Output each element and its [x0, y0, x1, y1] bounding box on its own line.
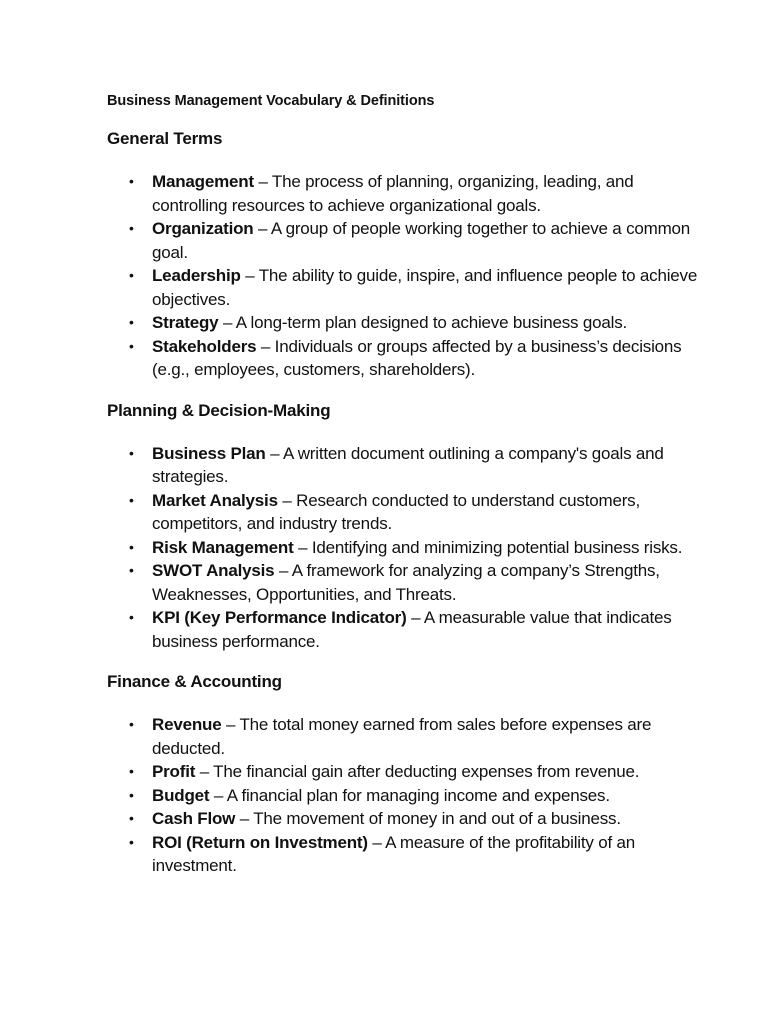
list-item [107, 606, 707, 653]
term: Business Plan [152, 443, 266, 463]
definition: – Research conducted to understand customers, competitors, and industry trends. [152, 490, 641, 533]
list-item [107, 264, 707, 311]
bullet-icon: • [129, 562, 134, 578]
list-item [107, 807, 707, 831]
bullet-icon: • [129, 763, 134, 779]
term: KPI (Key Performance Indicator) [152, 608, 407, 627]
term-list-planning [107, 442, 707, 654]
list-item [107, 713, 707, 760]
list-item [107, 311, 707, 335]
section-heading-planning: Planning & Decision-Making [107, 400, 331, 420]
definition: – A written document outlining a company's goals and strategies. [152, 443, 664, 486]
definition: – A measurable value that indicates business performance. [152, 608, 672, 651]
document-title: Business Management Vocabulary & Definitions [107, 93, 435, 109]
bullet-icon: • [129, 173, 134, 189]
term: ROI (Return on Investment) [152, 832, 368, 852]
section-heading-general-terms: General Terms [107, 129, 223, 148]
term: Profit [152, 762, 196, 781]
term: Strategy [152, 313, 219, 332]
bullet-icon: • [129, 220, 134, 236]
term: Leadership [152, 266, 241, 285]
term: Cash Flow [152, 809, 236, 828]
definition: – The total money earned from sales before expenses are deducted. [152, 715, 652, 758]
definition: – The movement of money in and out of a business. [235, 809, 621, 828]
list-item [107, 217, 707, 264]
list-item [107, 442, 707, 489]
definition: – A measure of the profitability of an investment. [152, 832, 636, 875]
list-item [107, 170, 707, 217]
definition: – A group of people working together to achieve a common goal. [152, 219, 691, 262]
term: Management [152, 172, 254, 191]
term: Organization [152, 219, 254, 238]
term: Revenue [152, 715, 222, 734]
document-page [107, 92, 707, 896]
bullet-icon: • [129, 314, 134, 330]
list-item [107, 536, 707, 560]
term: Budget [152, 785, 210, 805]
bullet-icon: • [129, 833, 134, 850]
list-item [107, 335, 707, 382]
definition: – A long-term plan designed to achieve business goals. [218, 313, 628, 332]
term: Risk Management [152, 537, 294, 557]
term: Stakeholders [152, 336, 257, 356]
bullet-icon: • [129, 609, 134, 625]
list-item [107, 831, 707, 878]
section-heading-finance: Finance & Accounting [107, 672, 282, 691]
bullet-icon: • [129, 491, 134, 508]
bullet-icon: • [129, 810, 134, 826]
bullet-icon: • [129, 786, 134, 803]
bullet-icon: • [129, 538, 134, 555]
list-item [107, 489, 707, 536]
list-item [107, 784, 707, 808]
term: SWOT Analysis [152, 561, 275, 580]
definition: – A framework for analyzing a company’s Strengths, Weaknesses, Opportunities, and Threats. [152, 561, 660, 604]
definition: – A financial plan for managing income and expenses. [209, 785, 610, 805]
definition: – The process of planning, organizing, leading, and controlling resources to achieve organizational goals. [152, 172, 634, 215]
list-item [107, 559, 707, 606]
definition: – The ability to guide, inspire, and influence people to achieve objectives. [152, 266, 698, 309]
definition: – Identifying and minimizing potential business risks. [293, 537, 683, 557]
term-list-general-terms [107, 170, 707, 382]
bullet-icon: • [129, 267, 134, 283]
list-item [107, 760, 707, 784]
term-list-finance [107, 713, 707, 878]
bullet-icon: • [129, 716, 134, 732]
bullet-icon: • [129, 444, 134, 461]
term: Market Analysis [152, 490, 278, 510]
bullet-icon: • [129, 337, 134, 354]
definition: – Individuals or groups affected by a business’s decisions (e.g., employees, customers, shareholders). [152, 336, 682, 379]
definition: – The financial gain after deducting expenses from revenue. [195, 762, 640, 781]
